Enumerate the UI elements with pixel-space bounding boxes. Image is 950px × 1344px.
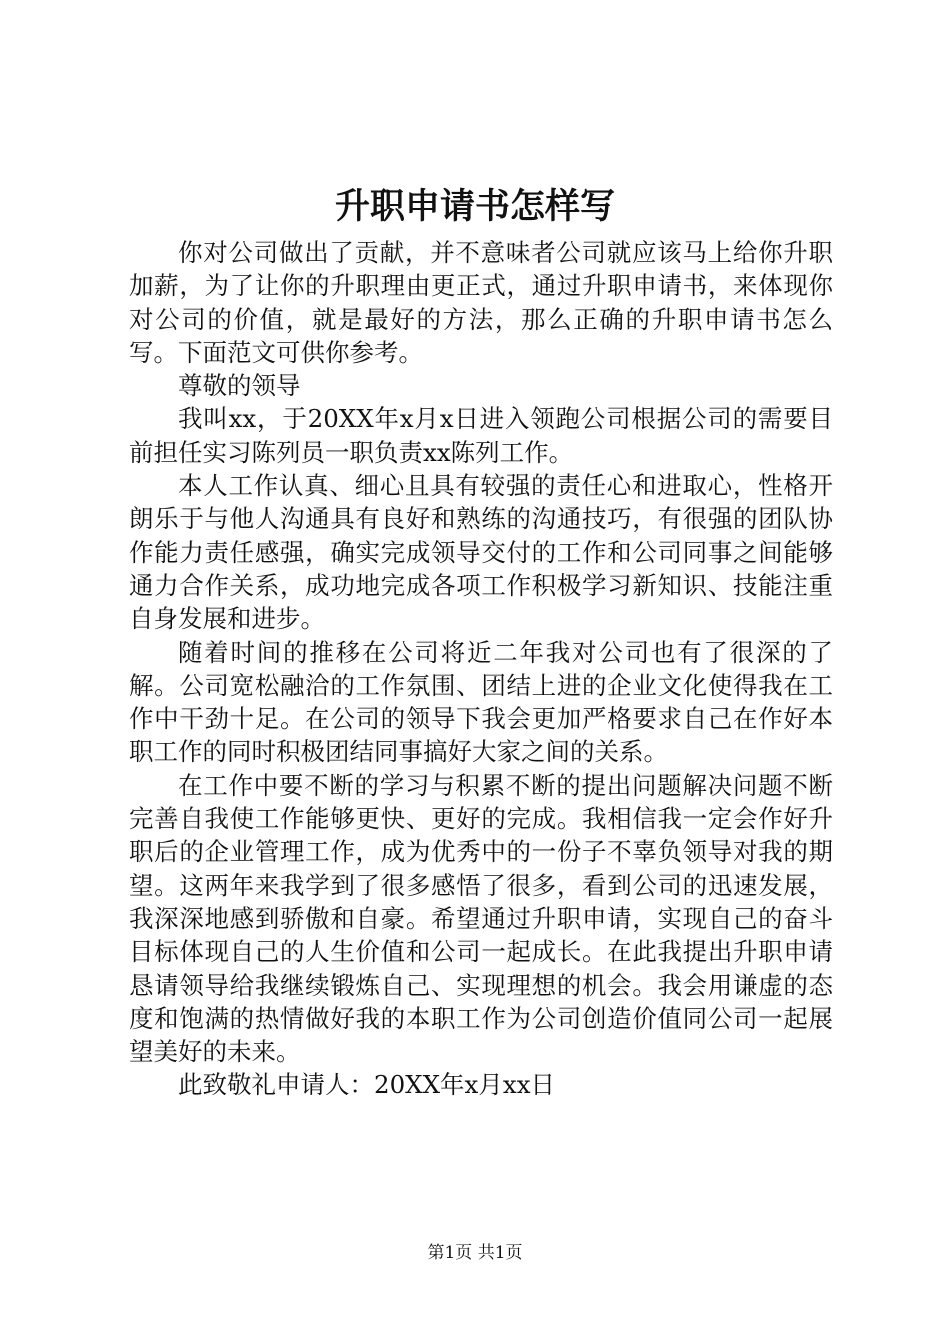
document-body <box>129 236 833 1102</box>
aspiration-paragraph: 在工作中要不断的学习与积累不断的提出问题解决问题不断完善自我使工作能够更快、更好的完成。我相信我一定会作好升职后的企业管理工作，成为优秀中的一份子不辜负领导对我的期望。这两年来我学到了很多感悟了很多，看到公司的迅速发展，我深深地感到骄傲和自豪。希望通过升职申请，实现自己的奋斗目标体现自己的人生价值和公司一起成长。在此我提出升职申请恳请领导给我继续锻炼自己、实现理想的机会。我会用谦虚的态度和饱满的热情做好我的本职工作为公司创造价值同公司一起展望美好的未来。 <box>129 770 833 1067</box>
document-title: 升职申请书怎样写 <box>334 186 615 227</box>
self-introduction-paragraph: 我叫xx，于20XX年x月x日进入领跑公司根据公司的需要目前担任实习陈列员一职负责xx陈列工作。 <box>129 404 833 467</box>
company-experience-paragraph: 随着时间的推移在公司将近二年我对公司也有了很深的了解。公司宽松融洽的工作氛围、团结上进的企业文化使得我在工作中干劲十足。在公司的领导下我会更加严格要求自己在作好本职工作的同时积极团结同事搞好大家之间的关系。 <box>129 637 833 767</box>
page-footer: 第1页 共1页 <box>427 1243 523 1263</box>
intro-paragraph: 你对公司做出了贡献，并不意味者公司就应该马上给你升职加薪，为了让你的升职理由更正式，通过升职申请书，来体现你对公司的价值，就是最好的方法，那么正确的升职申请书怎么写。下面范文可供你参考。 <box>129 238 833 367</box>
closing-signature: 此致敬礼申请人：20XX年x月xx日 <box>178 1070 556 1100</box>
salutation: 尊敬的领导 <box>178 371 301 401</box>
work-attitude-paragraph: 本人工作认真、细心且具有较强的责任心和进取心，性格开朗乐于与他人沟通具有良好和熟练的沟通技巧，有很强的团队协作能力责任感强，确实完成领导交付的工作和公司同事之间能够通力合作关系，成功地完成各项工作积极学习新知识、技能注重自身发展和进步。 <box>129 471 833 634</box>
